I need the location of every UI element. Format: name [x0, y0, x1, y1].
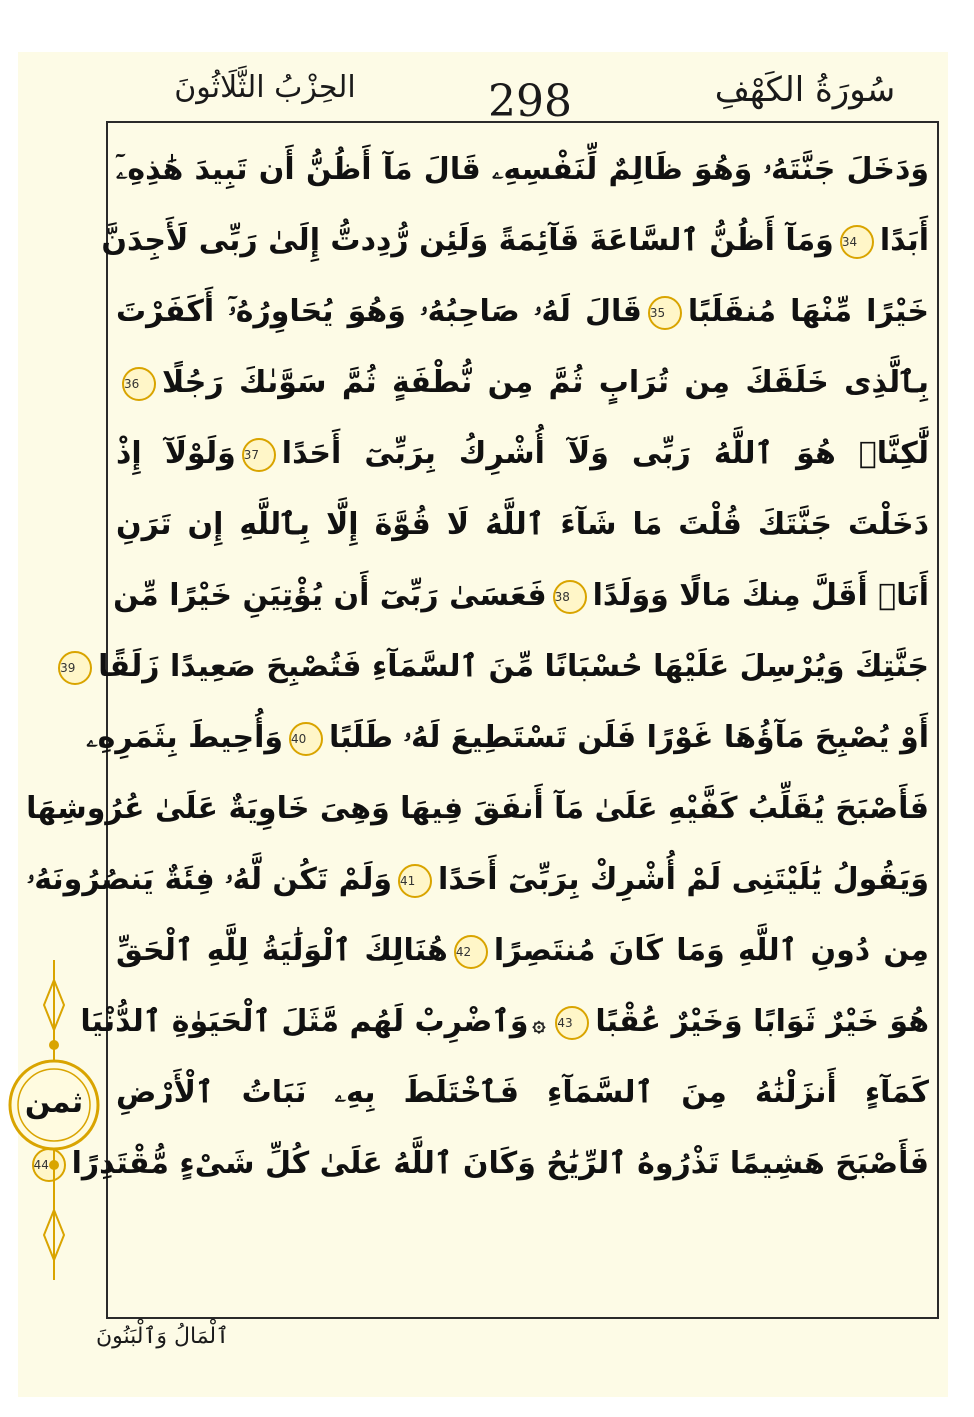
page-number: 298	[488, 76, 572, 127]
verse-line	[116, 915, 929, 986]
catchword: ٱلْمَالُ وَٱلْبَنُونَ	[96, 1324, 230, 1349]
verse-number-marker: 38	[553, 580, 587, 614]
verse-text: قَالَ لَهُۥ صَاحِبُهُۥ وَهُوَ يُحَاوِرُهُۥٓ أَكَفَرْتَ	[116, 294, 642, 329]
verse-text: وَيَقُولُ يَٰلَيْتَنِى لَمْ أُشْرِكْ بِرَبِّىٓ أَحَدًا	[438, 862, 929, 897]
verse-line	[80, 986, 929, 1057]
verse-line	[26, 844, 929, 915]
verse-text: جَنَّتِكَ وَيُرْسِلَ عَلَيْهَا حُسْبَانًا مِّنَ ٱلسَّمَآءِ فَتُصْبِحَ صَعِيدًا زَلَقًا	[98, 649, 929, 684]
verse-number-marker: 37	[242, 438, 276, 472]
verse-number-marker: 40	[289, 722, 323, 756]
verse-text: وَلَمْ تَكُن لَّهُۥ فِئَةٌ يَنصُرُونَهُۥ	[26, 862, 393, 897]
verse-text: هُنَالِكَ ٱلْوَلَٰيَةُ لِلَّهِ ٱلْحَقِّ	[116, 933, 448, 968]
verse-line	[60, 631, 929, 702]
verse-line	[116, 418, 929, 489]
verse-text: فَأَصْبَحَ يُقَلِّبُ كَفَّيْهِ عَلَىٰ مَآ أَنفَقَ فِيهَا وَهِىَ خَاوِيَةٌ عَلَىٰ عُرُوشِهَا	[26, 791, 929, 826]
verse-text: كَمَآءٍ أَنزَلْنَٰهُ مِنَ ٱلسَّمَآءِ فَٱخْتَلَطَ بِهِۦ نَبَاتُ ٱلْأَرْضِ	[116, 1075, 929, 1110]
verse-line	[101, 205, 929, 276]
verse-line	[116, 489, 929, 560]
verse-number-marker: 34	[840, 225, 874, 259]
verse-text: أَوْ يُصْبِحَ مَآؤُهَا غَوْرًا فَلَن تَسْتَطِيعَ لَهُۥ طَلَبًا	[329, 720, 929, 755]
verse-line	[86, 702, 929, 773]
verse-text: وَمَآ أَظُنُّ ٱلسَّاعَةَ قَآئِمَةً وَلَئِن رُّدِدتُّ إِلَىٰ رَبِّى لَأَجِدَنَّ	[101, 223, 834, 258]
verse-text: وَأُحِيطَ بِثَمَرِهِۦ	[86, 720, 283, 755]
verse-text: دَخَلْتَ جَنَّتَكَ قُلْتَ مَا شَآءَ ٱللَّهُ لَا قُوَّةَ إِلَّا بِٱللَّهِ إِن تَرَنِ	[116, 507, 929, 542]
rub-el-hizb-icon: ۞	[532, 1012, 546, 1037]
verse-text: خَيْرًا مِّنْهَا مُنقَلَبًا	[687, 294, 929, 329]
verse-text: لَّٰكِنَّا۠ هُوَ ٱللَّهُ رَبِّى وَلَآ أُشْرِكُ بِرَبِّىٓ أَحَدًا	[281, 436, 929, 471]
verse-text: وَدَخَلَ جَنَّتَهُۥ وَهُوَ ظَالِمٌ لِّنَفْسِهِۦ قَالَ مَآ أَظُنُّ أَن تَبِيدَ هَٰذِهِۦٓ	[116, 152, 929, 187]
verse-line	[26, 773, 929, 844]
verse-number-marker: 42	[454, 935, 488, 969]
verse-text: بِٱلَّذِى خَلَقَكَ مِن تُرَابٍ ثُمَّ مِن نُّطْفَةٍ ثُمَّ سَوَّىٰكَ رَجُلًا	[162, 365, 929, 400]
surah-title: سُورَةُ الكَهْفِ	[714, 70, 896, 110]
verse-number-marker: 39	[58, 651, 92, 685]
verse-line	[116, 134, 929, 205]
verse-line	[116, 276, 929, 347]
verse-text: أَبَدًا	[879, 223, 929, 258]
verse-text: مِن دُونِ ٱللَّهِ وَمَا كَانَ مُنتَصِرًا	[493, 933, 929, 968]
verse-text: فَعَسَىٰ رَبِّىٓ أَن يُؤْتِيَنِ خَيْرًا مِّن	[113, 578, 547, 613]
thumn-ornament-icon	[6, 960, 102, 1280]
verse-number-marker: 43	[555, 1006, 589, 1040]
verse-line	[116, 347, 929, 418]
verse-line	[33, 1128, 929, 1199]
hizb-title: الحِزْبُ الثَّلَاثُونَ	[174, 70, 356, 105]
thumn-label: ثمن	[24, 1085, 84, 1120]
verse-text: هُوَ خَيْرٌ ثَوَابًا وَخَيْرٌ عُقْبًا	[595, 1004, 929, 1039]
verse-text: أَنَا۠ أَقَلَّ مِنكَ مَالًا وَوَلَدًا	[592, 578, 929, 613]
verse-text: وَٱضْرِبْ لَهُم مَّثَلَ ٱلْحَيَوٰةِ ٱلدُّنْيَا	[80, 1004, 529, 1039]
verse-text: وَلَوْلَآ إِذْ	[116, 436, 236, 471]
verse-text: فَأَصْبَحَ هَشِيمًا تَذْرُوهُ ٱلرِّيَٰحُ وَكَانَ ٱللَّهُ عَلَىٰ كُلِّ شَىْءٍ مُّقْتَدِرًا	[71, 1146, 929, 1181]
verse-number-marker: 35	[648, 296, 682, 330]
verse-line	[116, 1057, 929, 1128]
verse-number-marker: 36	[122, 367, 156, 401]
verse-line	[113, 560, 929, 631]
verse-number-marker: 41	[398, 864, 432, 898]
verse-number-marker: 44	[32, 1148, 66, 1182]
